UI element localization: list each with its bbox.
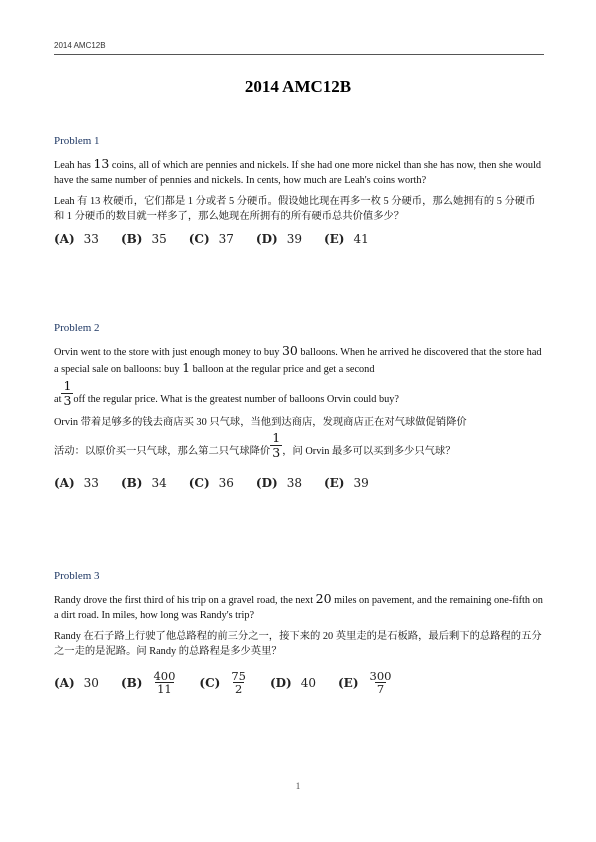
choice-label: (B) bbox=[120, 476, 143, 490]
choice-value: 39 bbox=[286, 232, 302, 246]
choice-c bbox=[199, 668, 248, 696]
choice-value: 33 bbox=[83, 476, 99, 490]
statement-text: balloon at the regular price and get a second bbox=[190, 364, 375, 375]
choice-label: (A) bbox=[54, 476, 75, 490]
choice-fraction bbox=[229, 668, 248, 696]
choice-c bbox=[189, 476, 234, 490]
choice-value: 36 bbox=[218, 476, 234, 490]
fraction-numerator: 400 bbox=[153, 668, 176, 683]
choice-a bbox=[54, 676, 99, 690]
statement-text: ，问 Orvin 最多可以买到多少只气球？ bbox=[282, 446, 456, 457]
document-title: 2014 AMC12B bbox=[244, 77, 352, 96]
choice-label: (E) bbox=[323, 232, 345, 246]
choice-value: 30 bbox=[83, 676, 99, 690]
choice-b bbox=[121, 476, 167, 490]
statement-text: at bbox=[54, 394, 62, 405]
choice-label: (D) bbox=[255, 232, 278, 246]
problem-heading: Problem 1 bbox=[54, 135, 100, 147]
choice-value: 38 bbox=[286, 476, 302, 490]
fraction-one-third bbox=[61, 380, 73, 407]
choice-label: (C) bbox=[188, 232, 210, 246]
problem-statement-zh: Leah 有 13 枚硬币，它们都是 1 分或者 5 分硬币。假设她比现在再多一枚 5 分硬币，那么她拥有的 5 分硬币和 1 分硬币的数目就一样多了，那么她现在所拥有的所有硬币总共价值多少？ bbox=[54, 196, 536, 222]
fraction-one-third bbox=[270, 432, 282, 459]
fraction-denominator: 3 bbox=[272, 444, 281, 460]
statement-text: off the regular price. What is the greatest number of balloons Orvin could buy? bbox=[73, 394, 399, 405]
problem-statement-en bbox=[54, 343, 544, 377]
choice-value: 39 bbox=[353, 476, 369, 490]
choice-value: 41 bbox=[353, 232, 369, 246]
math-number: 30 bbox=[281, 343, 298, 358]
fraction-denominator: 11 bbox=[157, 682, 172, 696]
choice-label: (B) bbox=[120, 676, 143, 690]
answer-choices bbox=[54, 229, 544, 249]
problem-heading: Problem 3 bbox=[54, 570, 100, 582]
statement-text: Randy drove the first third of his trip on a gravel road, the next bbox=[54, 595, 316, 606]
choice-value: 34 bbox=[151, 476, 167, 490]
choice-value: 35 bbox=[151, 232, 167, 246]
running-header: 2014 AMC12B bbox=[54, 41, 106, 50]
fraction-denominator: 7 bbox=[376, 682, 385, 696]
statement-text: coins, all of which are pennies and nickels. If she had one more nickel than she has now, then she would have the same number of pennies and nickels. In cents, how much are Leah's coins worth? bbox=[54, 160, 542, 186]
math-number: 1 bbox=[182, 360, 191, 375]
problem-3 bbox=[54, 570, 544, 702]
problem-statement-zh-line bbox=[54, 432, 544, 459]
choice-e bbox=[324, 476, 369, 490]
statement-text: 活动：以原价买一只气球，那么第二只气球降价 bbox=[54, 446, 271, 457]
header-divider bbox=[54, 54, 544, 55]
choice-d bbox=[270, 676, 316, 690]
choice-label: (A) bbox=[54, 676, 75, 690]
choice-value: 33 bbox=[83, 232, 99, 246]
choice-fraction bbox=[151, 668, 177, 696]
choice-label: (A) bbox=[54, 232, 75, 246]
statement-text: Leah has bbox=[54, 160, 94, 171]
statement-text: balloons. When he arrived he discovered that the store had a special sale on balloons: buy bbox=[54, 347, 542, 375]
choice-a bbox=[54, 476, 99, 490]
fraction-numerator: 1 bbox=[63, 378, 72, 393]
statement-text: miles on pavement, and the remaining one-fifth on a dirt road. In miles, how long was Randy's trip? bbox=[54, 595, 543, 621]
answer-choices bbox=[54, 664, 544, 702]
choice-label: (C) bbox=[199, 676, 221, 690]
choice-label: (E) bbox=[338, 676, 359, 690]
choice-fraction bbox=[368, 668, 394, 696]
choice-label: (C) bbox=[188, 476, 210, 490]
problem-statement-zh: Orvin 带着足够多的钱去商店买 30 只气球，当他到达商店，发现商店正在对气球做促销降价 bbox=[54, 417, 467, 428]
problem-1 bbox=[54, 135, 544, 249]
fraction-numerator: 1 bbox=[272, 430, 281, 445]
choice-d bbox=[256, 476, 302, 490]
math-number: 20 bbox=[315, 591, 332, 606]
choice-b bbox=[121, 232, 167, 246]
page-number: 1 bbox=[295, 781, 301, 791]
choice-e bbox=[324, 232, 369, 246]
problem-statement-en bbox=[54, 591, 544, 623]
choice-value: 37 bbox=[218, 232, 234, 246]
choice-a bbox=[54, 232, 99, 246]
fraction-numerator: 300 bbox=[369, 668, 392, 683]
choice-label: (B) bbox=[120, 232, 143, 246]
fraction-numerator: 75 bbox=[231, 668, 246, 683]
fraction-denominator: 3 bbox=[63, 392, 72, 408]
choice-b bbox=[120, 668, 177, 696]
math-number: 13 bbox=[93, 156, 110, 171]
choice-label: (D) bbox=[269, 676, 292, 690]
problem-statement-zh: Randy 在石子路上行驶了他总路程的前三分之一，接下来的 20 英里走的是石板路，最后剩下的总路程的五分之一走的是泥路。问 Randy 的总路程是多少英里？ bbox=[54, 631, 542, 657]
choice-c bbox=[189, 232, 234, 246]
problem-heading: Problem 2 bbox=[54, 322, 100, 334]
answer-choices bbox=[54, 473, 544, 493]
choice-label: (D) bbox=[255, 476, 278, 490]
choice-value: 40 bbox=[300, 676, 316, 690]
choice-label: (E) bbox=[323, 476, 345, 490]
problem-2 bbox=[54, 322, 544, 493]
fraction-denominator: 2 bbox=[234, 682, 243, 696]
statement-text: Orvin went to the store with just enough money to buy bbox=[54, 347, 282, 358]
choice-e bbox=[338, 668, 393, 696]
problem-statement-en-line bbox=[54, 380, 544, 407]
choice-d bbox=[256, 232, 302, 246]
problem-statement-en bbox=[54, 156, 544, 188]
